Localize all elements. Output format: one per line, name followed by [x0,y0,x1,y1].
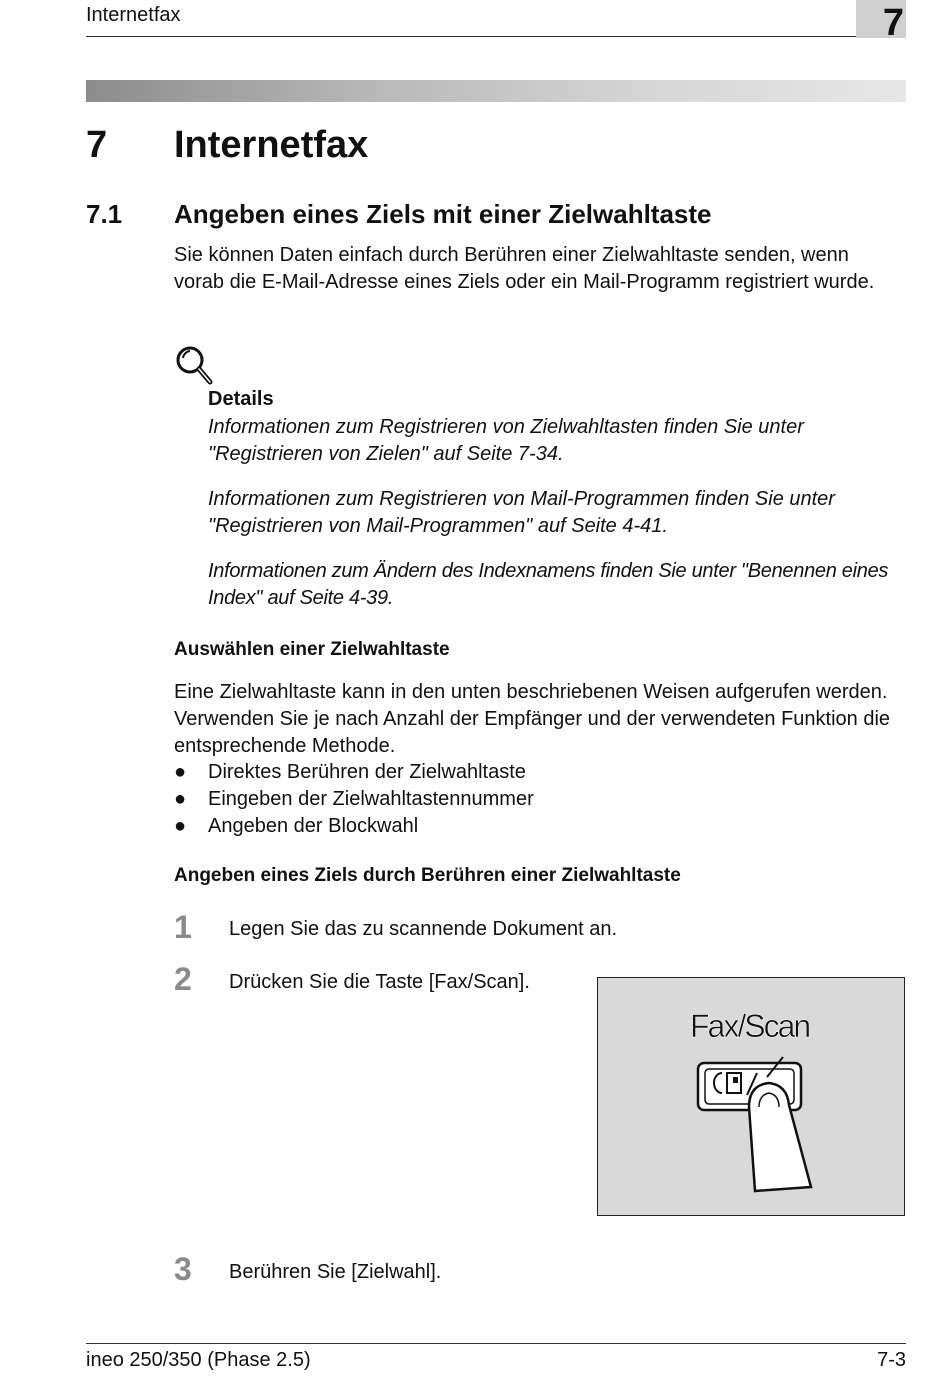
step-text: Drücken Sie die Taste [Fax/Scan]. [229,971,530,993]
magnifier-icon [174,344,214,386]
chapter-tab-number: 7 [882,2,904,44]
list-item-text: Angeben der Blockwahl [208,815,419,837]
step-number: 1 [174,909,192,945]
bullet-icon: ● [174,788,187,810]
details-note: Informationen zum Registrieren von Zielwahltasten finden Sie unter "Registrieren von Zielen" auf Seite 7-34. [208,416,804,465]
subheading-procedure: Angeben eines Ziels durch Berühren einer Zielwahltaste [174,865,681,886]
subheading-selecting: Auswählen einer Zielwahltaste [174,639,450,660]
details-heading: Details [208,388,274,410]
section-title: Angeben eines Ziels mit einer Zielwahltaste [174,199,712,229]
running-header-title: Internetfax [86,4,181,26]
page-number: 7-3 [877,1349,906,1371]
header-rule [86,36,856,37]
list-item [174,786,534,813]
section-number: 7.1 [86,199,123,229]
bullet-icon: ● [174,815,187,837]
list-item-text: Eingeben der Zielwahltastennummer [208,788,534,810]
section-intro: Sie können Daten einfach durch Berühren einer Zielwahltaste senden, wenn vorab die E-Mail-Adresse eines Ziels oder ein Mail-Programm registriert wurde. [174,244,875,293]
bullet-icon: ● [174,761,187,783]
chapter-band [86,80,906,102]
details-note: Informationen zum Ändern des Indexnamens finden Sie unter "Benennen eines Index" auf Seite 4-39. [208,560,889,609]
list-item [174,813,418,840]
step-number: 3 [174,1251,192,1287]
chapter-number: 7 [86,124,108,166]
list-item [174,759,526,786]
step-number: 2 [174,961,192,997]
footer-model: ineo 250/350 (Phase 2.5) [86,1349,311,1371]
fax-scan-key-label: Fax/Scan [690,1008,810,1044]
footer-rule [86,1343,906,1344]
selecting-text: Eine Zielwahltaste kann in den unten beschriebenen Weisen aufgerufen werden. Verwenden Sie je nach Anzahl der Empfänger und der verwendeten Funktion die entsprechende Methode. [174,681,891,757]
list-item-text: Direktes Berühren der Zielwahltaste [208,761,526,783]
details-note: Informationen zum Registrieren von Mail-Programmen finden Sie unter "Registrieren von Mail-Programmen" auf Seite 4-41. [208,488,835,537]
step-text: Legen Sie das zu scannende Dokument an. [229,918,618,940]
step-text: Berühren Sie [Zielwahl]. [229,1261,442,1283]
chapter-title: Internetfax [174,124,369,166]
